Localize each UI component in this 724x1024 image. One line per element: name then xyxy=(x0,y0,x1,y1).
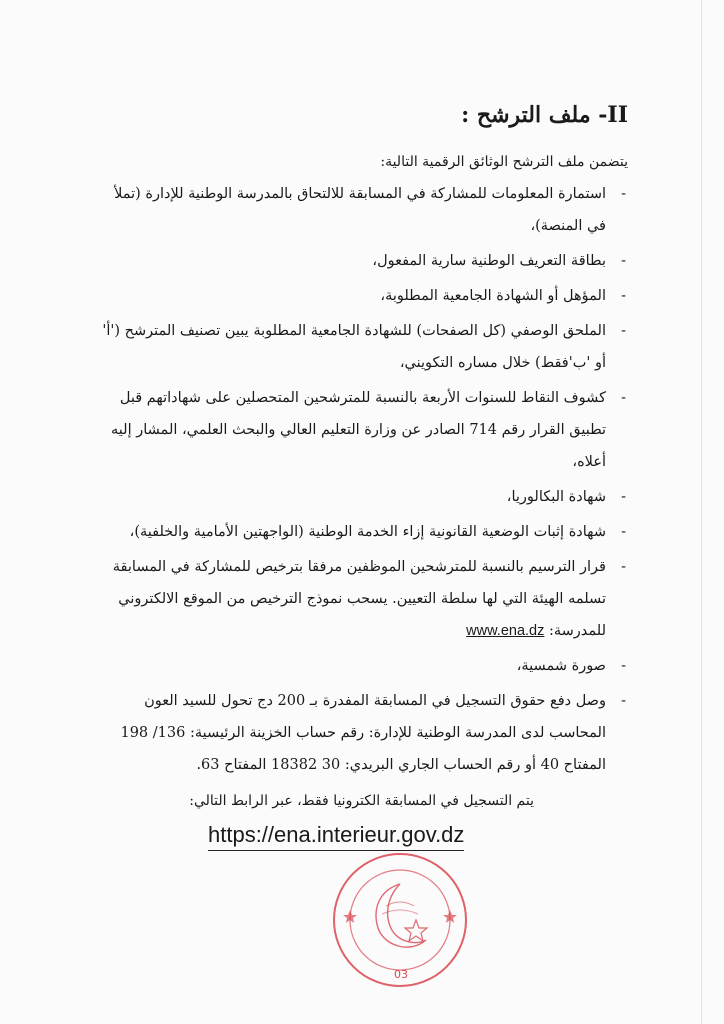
list-item xyxy=(100,685,628,781)
item-text: شهادة إثبات الوضعية القانونية إزاء الخدمة الوطنية (الواجهتين الأمامية والخلفية)، xyxy=(129,524,606,540)
registration-link[interactable]: https://ena.interieur.gov.dz xyxy=(208,822,464,851)
item-text: الملحق الوصفي (كل الصفحات) للشهادة الجامعية المطلوبة يبين تصنيف المترشح ('أ' أو 'ب'فقط) خلال مساره التكويني، xyxy=(102,323,606,371)
item-text: المؤهل أو الشهادة الجامعية المطلوبة، xyxy=(380,288,606,304)
ena-website-link[interactable]: www.ena.dz xyxy=(466,623,545,639)
list-item xyxy=(100,481,628,513)
dash-bullet: - xyxy=(621,693,626,709)
item-text: كشوف النقاط للسنوات الأربعة بالنسبة للمترشحين المتحصلين على شهاداتهم قبل تطبيق القرار رقم 714 الصادر عن وزارة التعليم العالي والبحث العلمي، المشار إليه أعلاه، xyxy=(111,390,606,470)
item-text: بطاقة التعريف الوطنية سارية المفعول، xyxy=(372,253,606,269)
item-text: صورة شمسية، xyxy=(516,658,606,674)
dash-bullet: - xyxy=(621,253,626,269)
official-seal-icon xyxy=(330,850,470,990)
list-item xyxy=(100,280,628,312)
dash-bullet: - xyxy=(621,288,626,304)
dash-bullet: - xyxy=(621,559,626,575)
item-text: استمارة المعلومات للمشاركة في المسابقة للالتحاق بالمدرسة الوطنية للإدارة (تملأ في المنصة)، xyxy=(114,186,606,234)
list-item xyxy=(100,382,628,478)
dash-bullet: - xyxy=(621,658,626,674)
dash-bullet: - xyxy=(621,186,626,202)
dash-bullet: - xyxy=(621,489,626,505)
registration-note: يتم التسجيل في المسابقة الكترونيا فقط، عبر الرابط التالي: xyxy=(189,793,534,809)
item-text: وصل دفع حقوق التسجيل في المسابقة المفدرة بـ 200 دج تحول للسيد العون المحاسب لدى المدرسة الوطنية للإدارة: رقم حساب الخزينة الرئيسية: 136/ 198 المفتاح 40 أو رقم الحساب الجاري البريدي: 30 18382 المفتاح 63. xyxy=(120,693,606,773)
list-item xyxy=(100,245,628,277)
list-item xyxy=(100,551,628,647)
list-item xyxy=(100,315,628,379)
dash-bullet: - xyxy=(621,390,626,406)
section-heading: II- ملف الترشح : xyxy=(461,102,628,128)
dash-bullet: - xyxy=(621,323,626,339)
page-edge xyxy=(701,0,702,1024)
list-item xyxy=(100,650,628,682)
seal-page-number: 03 xyxy=(394,968,408,981)
item-text: شهادة البكالوريا، xyxy=(506,489,606,505)
intro-text: يتضمن ملف الترشح الوثائق الرقمية التالية: xyxy=(380,154,628,170)
dash-bullet: - xyxy=(621,524,626,540)
list-item xyxy=(100,178,628,242)
item-text: قرار الترسيم بالنسبة للمترشحين الموظفين مرفقا بترخيص للمشاركة في المسابقة تسلمه الهيئة التي لها سلطة التعيين. يسحب نموذج الترخيص من الموقع الالكتروني للمدرسة: xyxy=(112,559,606,639)
documents-list xyxy=(100,178,628,784)
list-item xyxy=(100,516,628,548)
